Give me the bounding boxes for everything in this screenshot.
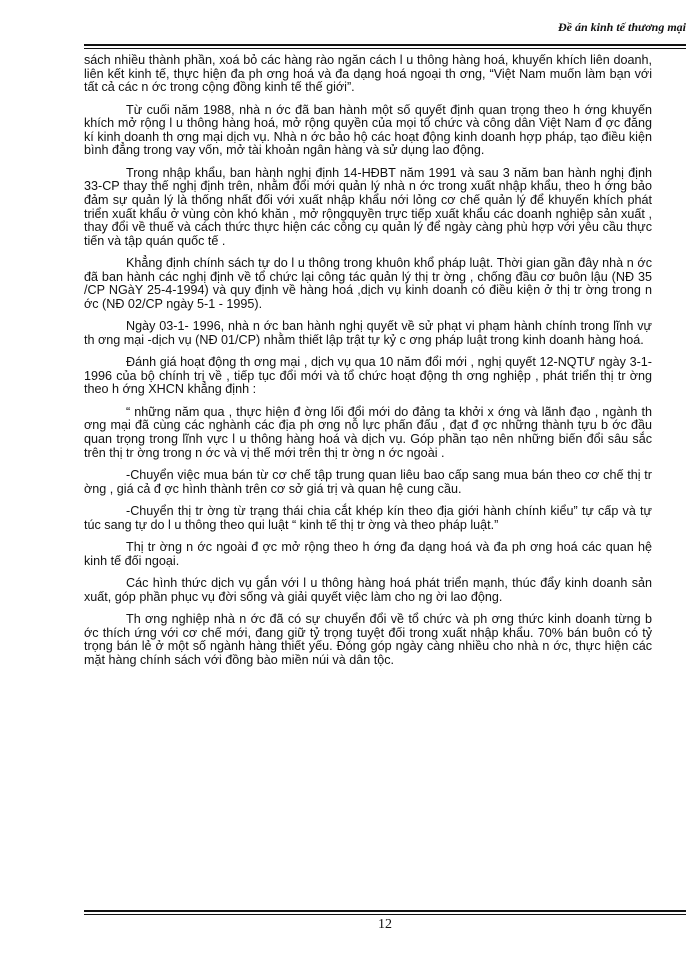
paragraph: Ngày 03-1- 1996, nhà n ớc ban hành nghị quyết về sử phạt vi phạm hành chính trong lĩnh vự th ơng mại -dịch vụ (NĐ 01/CP) nhằm thiết lập trật tự kỷ c ơng pháp luật trong kinh doanh hàng hoá. bbox=[84, 319, 652, 347]
footer-rule-thin bbox=[84, 914, 686, 915]
header-rule-thick bbox=[84, 44, 686, 46]
list-paragraph: -Chuyển việc mua bán từ cơ chế tập trung quan liêu bao cấp sang mua bán theo cơ chế thị tr ờng , giá cả đ ợc hình thành trên cơ sở giá trị và quan hệ cung cầu. bbox=[84, 468, 652, 496]
paragraph: Đánh giá hoạt động th ơng mại , dịch vụ qua 10 năm đổi mới , nghị quyết 12-NQTƯ ngày 3-1-1996 của bộ chính trị về , tiếp tục đổi mới và tổ chức hoạt động th ơng nghiệp , phát triển thị tr ờng theo h ớng XHCN khẳng định : bbox=[84, 355, 652, 397]
paragraph: Thị tr ờng n ớc ngoài đ ợc mở rộng theo h ớng đa dạng hoá và đa ph ơng hoá các quan hệ kinh tế đối ngoại. bbox=[84, 539, 652, 568]
paragraph-continuation: sách nhiều thành phần, xoá bỏ các hàng rào ngăn cách l u thông hàng hoá, khuyến khích liên doanh, liên kết kinh tế, thực hiện đa ph ơng hoá và đa dạng hoá ngoại th ơng, “Việt Nam muốn làm bạn với tất cả các n ớc trong cộng đồng kinh tế thế giới”. bbox=[84, 53, 652, 95]
paragraph: Các hình thức dịch vụ gắn với l u thông hàng hoá phát triển mạnh, thúc đẩy kinh doanh sản xuất, góp phần phục vụ đời sống và giải quyết việc làm cho ng ời lao động. bbox=[84, 575, 652, 604]
paragraph: Th ơng nghiệp nhà n ớc đã có sự chuyển đổi về tổ chức và ph ơng thức kinh doanh từng b ớc thích ứng với cơ chế mới, đang giữ tỷ trọng tuyệt đối trong xuất nhập khẩu. 70% bán buôn có tỷ trọng bán lẻ ở một số ngành hàng thiết yếu. Đóng góp ngày càng nhiều cho nhà n ớc, thực hiện các mặt hàng chính sách với đồng bào miền núi và dân tộc. bbox=[84, 611, 652, 667]
running-header: Đề án kinh tế thương mại bbox=[558, 20, 686, 34]
header-rule-thin bbox=[84, 48, 686, 49]
paragraph: Trong nhập khẩu, ban hành nghị định 14-HĐBT năm 1991 và sau 3 năm ban hành nghị định 33-CP thay thế nghị định trên, nhằm đổi mới quản lý nhà n ớc trong xuất nhập khẩu, theo h ớng bảo đảm sự quản lý là thống nhất đối với xuất nhập khẩu nới lỏng cơ chế quản lý để khuyến khích phát triển xuất khẩu ở vùng còn khó khăn , mở rộngquyền trực tiếp xuất khẩu các doanh nghiệp sản xuất , thay đổi về thuế và cách thức thực hiện các công cụ quản lý để ngày càng phù hợp với yêu cầu thực tiến và tập quán quốc tế . bbox=[84, 165, 652, 248]
list-paragraph: -Chuyển thị tr ờng từ trạng thái chia cắt khép kín theo địa giới hành chính kiểu” tự cấp và tự túc sang tự do l u thông theo qui luật “ kinh tế thị tr ờng và theo pháp luật.” bbox=[84, 504, 652, 532]
page-number: 12 bbox=[378, 917, 392, 932]
paragraph: Từ cuối năm 1988, nhà n ớc đã ban hành một số quyết định quan trọng theo h ớng khuyến khích mở rộng l u thông hàng hoá, mở rộng quyền của mọi tổ chức và công dân Việt Nam đ ợc đăng kí kinh doanh th ơng mại dịch vụ. Nhà n ớc bảo hộ các hoạt động kinh doanh hợp pháp, tạo điều kiện bình đẳng trong vay vốn, mở tài khoản ngân hàng và sử dụng lao động. bbox=[84, 102, 652, 158]
paragraph: Khẳng định chính sách tự do l u thông trong khuôn khổ pháp luật. Thời gian gần đây nhà n ớc đã ban hành các nghị định về tổ chức lại công tác quản lý thị tr ờng , chống đầu cơ buôn lậu (NĐ 35 /CP NGàY 25-4-1994) và quy định về hàng hoá ,dịch vụ kinh doanh có điều kiện ở thị tr ờng trong n ớc (NĐ 02/CP ngày 5-1 - 1995). bbox=[84, 256, 652, 311]
quote-paragraph: “ những năm qua , thực hiện đ ờng lối đổi mới do đảng ta khởi x ớng và lãnh đạo , ngành th ơng mại đã cùng các nghành các địa ph ơng nỗ lực phấn đấu , đạt đ ợc những thành tựu b ớc đầu quan trọng trong lĩnh vực l u thông hàng hoá và dịch vụ. Góp phần tạo nên những biến đổi sâu sắc trên thị tr ờng trong n ớc và vị thế mới trên thị tr ờng n ớc ngoài . bbox=[84, 404, 652, 460]
body-text bbox=[84, 54, 652, 676]
footer-rule-thick bbox=[84, 910, 686, 912]
